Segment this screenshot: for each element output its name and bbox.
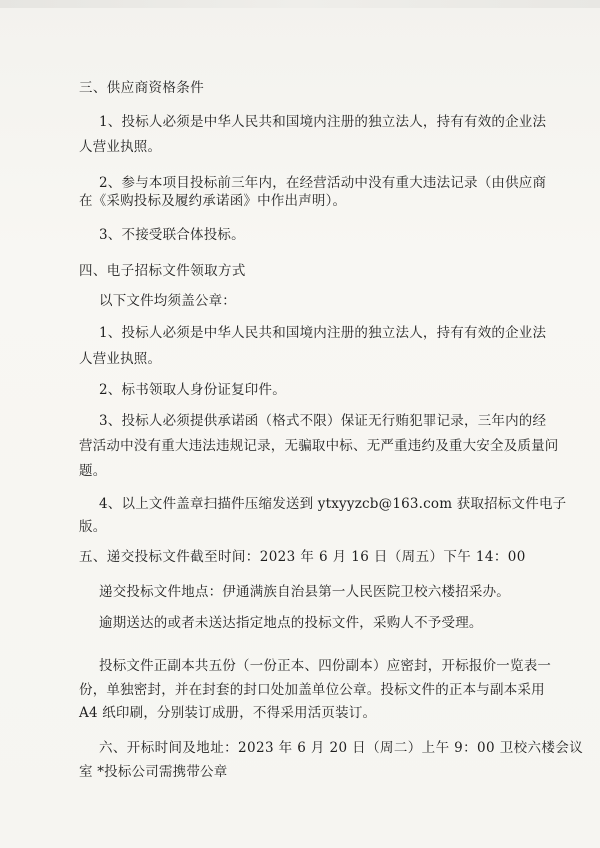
- section-4-item-1-line-1: 1、投标人必须是中华人民共和国境内注册的独立法人，持有有效的企业法: [99, 325, 547, 341]
- section-6-line-1: 六、开标时间及地址：2023 年 6 月 20 日（周二）上午 9：00 卫校六楼会议: [99, 740, 584, 756]
- section-5-late-notice: 逾期送达的或者未送达指定地点的投标文件，采购人不予受理。: [99, 615, 483, 631]
- section-6-line-2: 室 *投标公司需携带公章: [79, 764, 228, 780]
- section-3-item-1-line-2: 人营业执照。: [79, 139, 162, 155]
- section-5-heading: 五、递交投标文件截至时间：2023 年 6 月 16 日（周五）下午 14：00: [79, 549, 526, 565]
- section-3-item-2-line-1: 2、参与本项目投标前三年内，在经营活动中没有重大违法记录（由供应商: [99, 175, 547, 191]
- section-3-item-3: 3、不接受联合体投标。: [99, 227, 245, 243]
- scan-top-edge: [0, 0, 600, 8]
- section-5-copies-line-1: 投标文件正副本共五份（一份正本、四份副本）应密封，开标报价一览表一: [99, 658, 552, 674]
- section-5-location: 递交投标文件地点：伊通满族自治县第一人民医院卫校六楼招采办。: [99, 584, 510, 600]
- section-4-item-3-line-2: 营活动中没有重大违法违规记录，无骗取中标、无严重违约及重大安全及质量问: [79, 438, 559, 454]
- section-3-item-2-line-2: 在《采购投标及履约承诺函》中作出声明）。: [79, 193, 347, 209]
- section-4-intro: 以下文件均须盖公章：: [99, 293, 236, 309]
- section-5-copies-line-3: A4 纸印刷，分别装订成册，不得采用活页装订。: [79, 705, 377, 721]
- section-4-item-4-line-1: 4、以上文件盖章扫描件压缩发送到 ytxyyzcb@163.com 获取招标文件电子: [99, 496, 567, 512]
- section-5-copies-line-2: 份，单独密封，并在封套的封口处加盖单位公章。投标文件的正本与副本采用: [79, 682, 545, 698]
- section-3-item-1-line-1: 1、投标人必须是中华人民共和国境内注册的独立法人，持有有效的企业法: [99, 114, 547, 130]
- section-4-item-1-line-2: 人营业执照。: [79, 351, 162, 367]
- section-4-item-3-line-1: 3、投标人必须提供承诺函（格式不限）保证无行贿犯罪记录，三年内的经: [99, 413, 547, 429]
- section-3-heading: 三、供应商资格条件: [79, 80, 205, 96]
- section-4-item-4-line-2: 版。: [79, 519, 107, 535]
- section-4-item-2: 2、标书领取人身份证复印件。: [99, 382, 286, 398]
- section-4-item-3-line-3: 题。: [79, 463, 107, 479]
- section-4-heading: 四、电子招标文件领取方式: [79, 263, 246, 279]
